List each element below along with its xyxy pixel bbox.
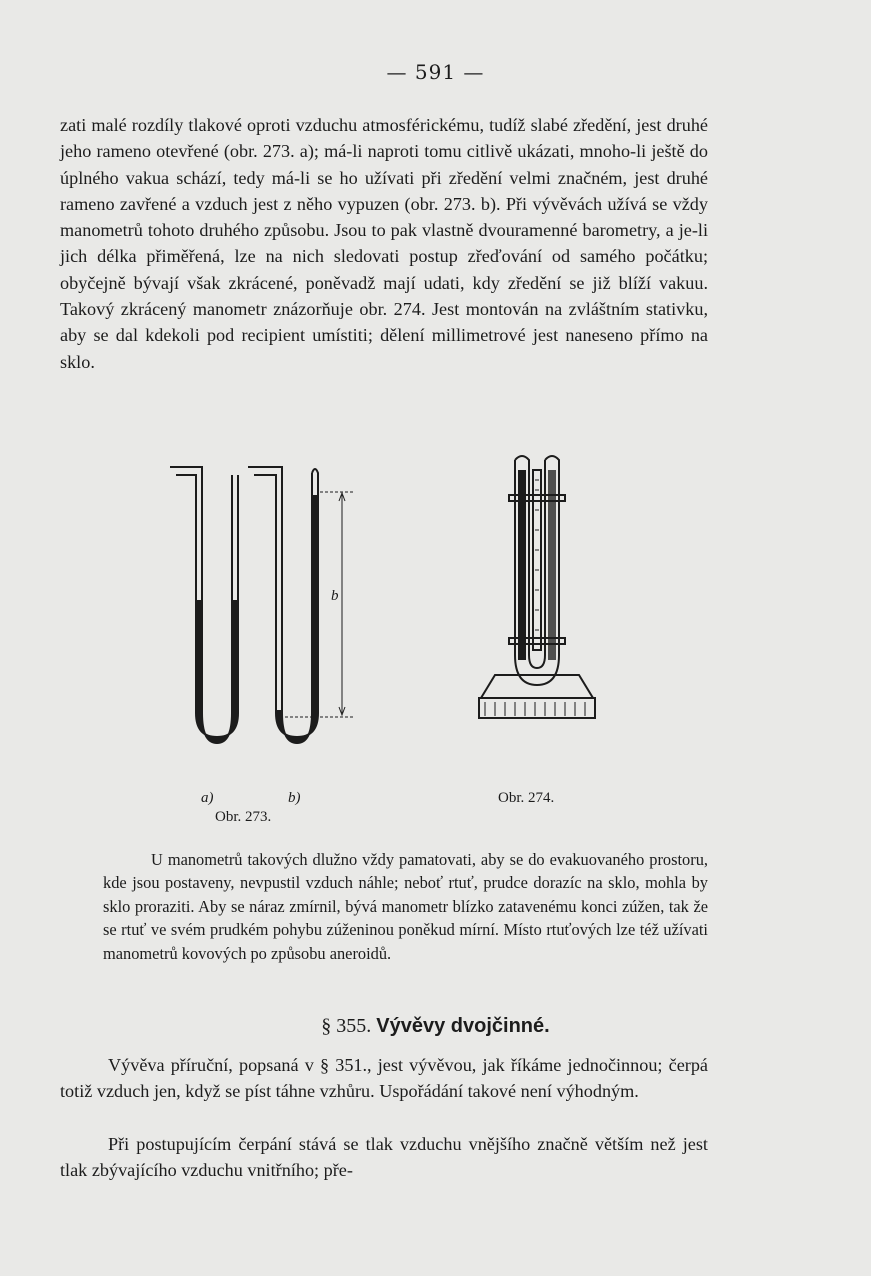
figure-273-manometers — [160, 455, 370, 755]
figure-273-caption: Obr. 273. — [215, 809, 272, 825]
figure-273-label-b: b) — [288, 790, 301, 806]
section-number: § 355. — [321, 1015, 372, 1037]
paragraph-1: zati malé rozdíly tlakové oproti vzduchu atmosférickému, tudíž slabé zředění, jest druhé jeho rameno otevřené (obr. 273. a); má-li naproti tomu citlivě ukázati, mnoho-li ještě do úplného vakua schází, tedy má-li se ho užívati při zředění velmi značném, jest druhé rameno zavřené a vzduch jest z něho vypuzen (obr. 273. b). Při vývěvách užívá se vždy manometrů tohoto druhého způsobu. Jsou to pak vlastně dvouramenné barometry, a je-li jich délka přiměřená, lze na nich sledovati postup zřeďování od samého počátku; obyčejně bývají však zkrácené, poněvadž mají udati, kdy zředění se již blíží vakuu. Takový zkrácený manometr znázorňuje obr. 274. Jest montován na zvláštním stativku, aby se dal kdekoli pod recipient umístiti; dělení millimetrové jest naneseno přímo na sklo. — [60, 115, 708, 372]
paragraph-4: Při postupujícím čerpání stává se tlak vzduchu vnějšího značně větším než jest tlak zbývajícího vzduchu vnitřního; pře- — [60, 1134, 708, 1181]
section-title: Vývěvy dvojčinné. — [376, 1015, 550, 1037]
paragraph-2: U manometrů takových dlužno vždy pamatovati, aby se do evakuovaného prostoru, kde jsou postaveny, nevpustil vzduch náhle; neboť rtuť, prudce dorazíc na sklo, mohla by sklo proraziti. Aby se náraz zmírnil, bývá manometr blízko zatavenému konci zúžen, tak že se rtuť ve svém prudkém pohybu zúženinou poněkud mírní. Místo rtuťových lze též užívati manometrů kovových po způsobu aneroidů. — [103, 850, 708, 963]
figure-274-caption: Obr. 274. — [498, 790, 555, 806]
page-number: — 591 — — [386, 60, 485, 84]
figure-273-label-a: a) — [201, 790, 214, 806]
section-heading — [0, 1015, 871, 1038]
paragraph-3: Vývěva příruční, popsaná v § 351., jest vývěvou, jak říkáme jednočinnou; čerpá totiž vzduch jen, když se píst táhne vzhůru. Uspořádání takové není výhodným. — [60, 1055, 708, 1102]
figure-274-shortened-manometer — [475, 450, 600, 730]
dimension-label-b: b — [331, 588, 339, 604]
